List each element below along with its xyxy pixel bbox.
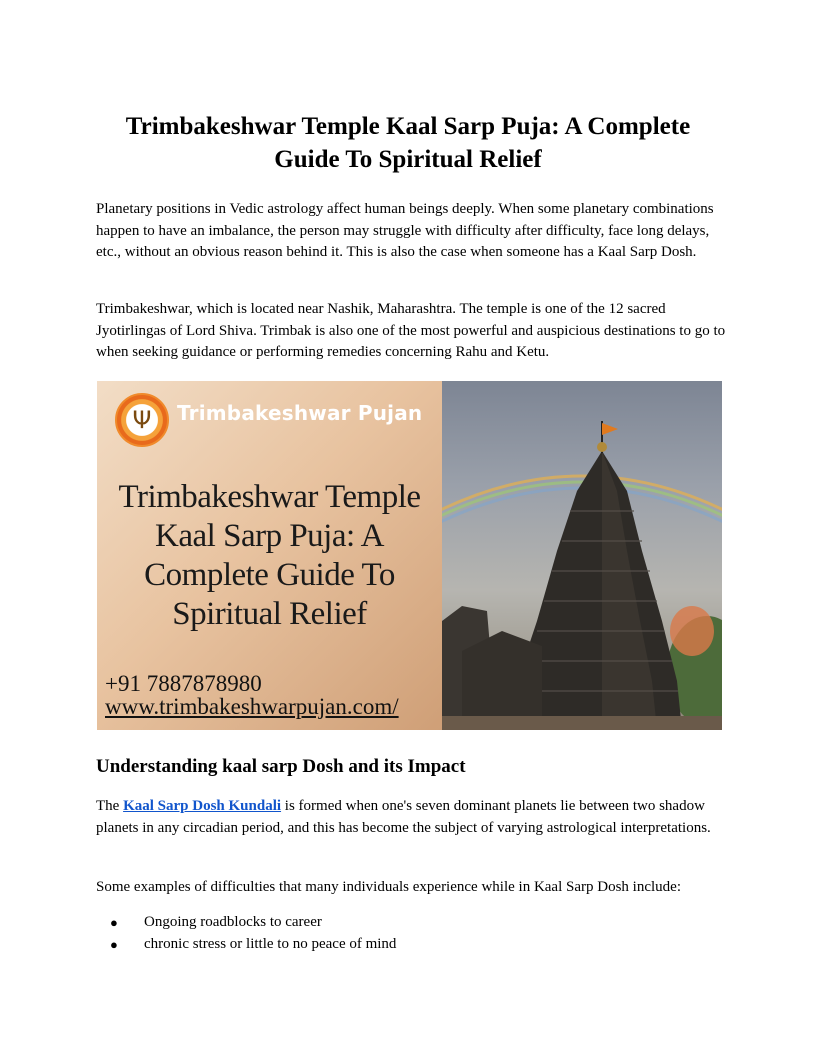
banner-title-line: Complete Guide To xyxy=(144,557,395,593)
bullet-icon: ● xyxy=(110,915,118,930)
bullet-icon: ● xyxy=(110,936,118,952)
difficulties-list xyxy=(96,912,726,955)
list-item xyxy=(96,912,726,934)
banner-url: www.trimbakeshwarpujan.com/ xyxy=(105,694,399,719)
list-item-text: Ongoing roadblocks to career xyxy=(144,914,322,930)
brand-name: Trimbakeshwar Pujan xyxy=(177,401,423,425)
banner-title-line: Trimbakeshwar Temple xyxy=(118,479,421,515)
section-heading: Understanding kaal sarp Dosh and its Impact xyxy=(96,756,466,777)
list-item xyxy=(96,934,726,956)
kaal-sarp-dosh-kundali-link[interactable]: Kaal Sarp Dosh Kundali xyxy=(123,798,282,814)
examples-intro: Some examples of difficulties that many individuals experience while in Kaal Sarp Dosh include: xyxy=(96,879,681,895)
page-title: Trimbakeshwar Temple Kaal Sarp Puja: A Complete Guide To Spiritual Relief xyxy=(125,113,691,173)
section-paragraph xyxy=(96,796,726,839)
banner-phone: +91 7887878980 xyxy=(105,671,262,696)
intro-paragraph-2: Trimbakeshwar, which is located near Nashik, Maharashtra. The temple is one of the 12 sacred Jyotirlingas of Lord Shiva. Trimbak is also one of the most powerful and auspicious destinations to go to when seeking guidance or performing remedies concerning Rahu and Ketu. xyxy=(96,301,726,360)
temple-photo xyxy=(442,381,722,730)
banner-title-line: Kaal Sarp Puja: A xyxy=(155,518,384,554)
section-paragraph-rest: is formed when one's seven dominant planets lie between two shadow planets in any circadian period, and this has become the subject of varying astrological interpretations. xyxy=(96,798,711,836)
banner-title xyxy=(97,478,442,634)
list-item-text: chronic stress or little to no peace of mind xyxy=(144,935,397,952)
banner-text-panel xyxy=(97,381,442,730)
temple-illustration xyxy=(442,381,722,730)
brand-logo xyxy=(115,393,169,447)
banner-title-line: Spiritual Relief xyxy=(172,596,367,632)
trident-icon: Ψ xyxy=(132,406,152,434)
section-paragraph-lead: The xyxy=(96,798,124,814)
banner-image xyxy=(97,381,722,730)
intro-paragraph-1: Planetary positions in Vedic astrology affect human beings deeply. When some planetary combinations happen to have an imbalance, the person may struggle with difficulty after difficulty, face long delays, etc., without an obvious reason behind it. This is also the case when someone has a Kaal Sarp Dosh. xyxy=(96,201,714,260)
